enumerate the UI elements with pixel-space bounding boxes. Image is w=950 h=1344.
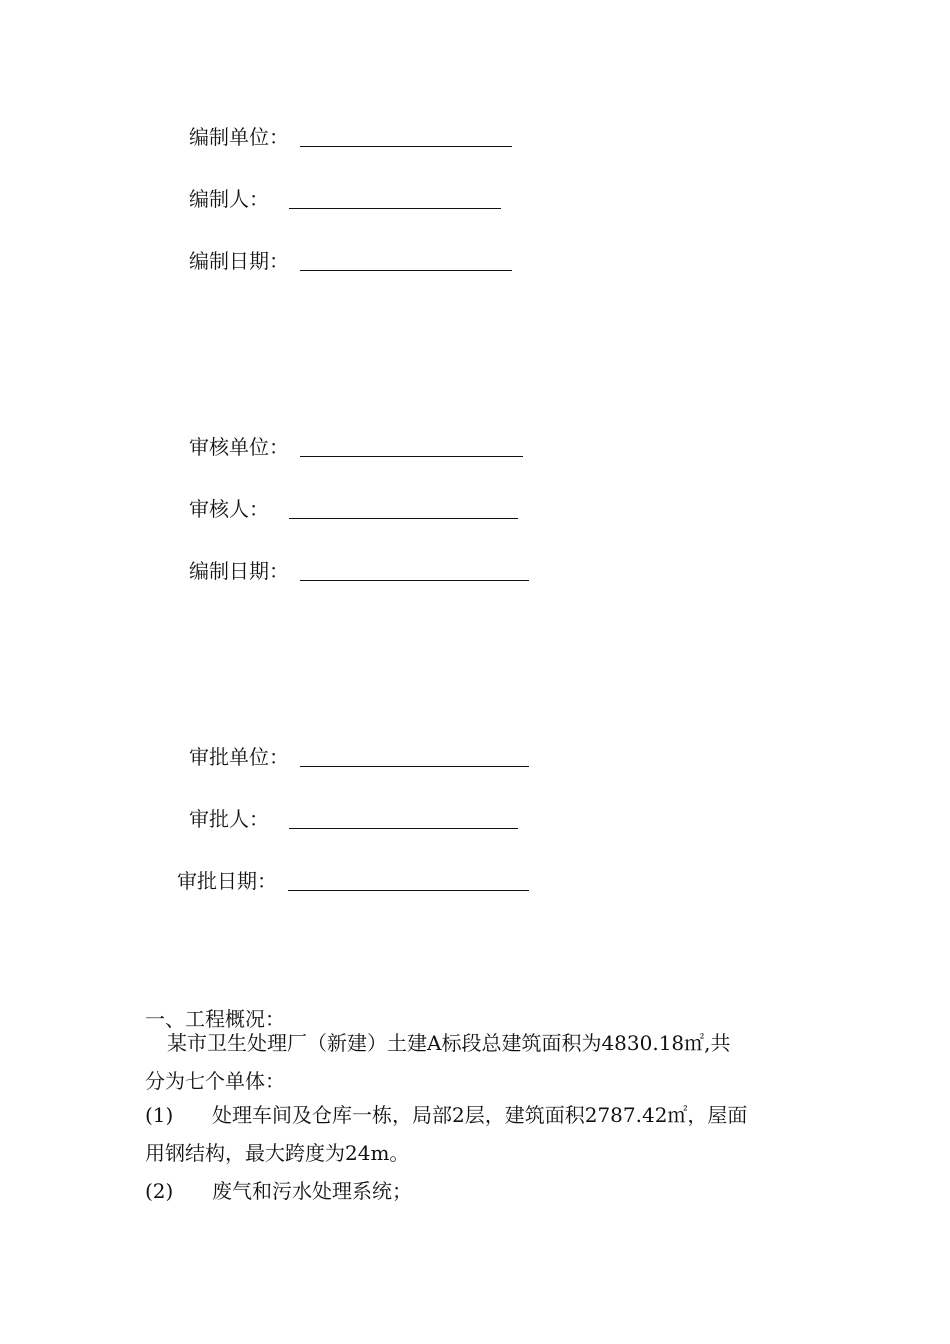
item-2-number: (2) (145, 1179, 174, 1203)
approve-person-label: 审批人： (189, 807, 269, 831)
review-date-label: 编制日期： (189, 559, 289, 583)
compile-date-blank[interactable] (300, 270, 512, 271)
review-unit-row (189, 432, 539, 462)
compile-person-row (189, 184, 529, 214)
review-person-row (189, 494, 539, 524)
overview-para-line2: 分为七个单体： (145, 1069, 285, 1093)
approve-unit-label: 审批单位： (189, 745, 289, 769)
review-date-row (189, 556, 539, 586)
approve-date-row (177, 866, 537, 896)
item-1-line2: 用钢结构，最大跨度为24m。 (145, 1141, 410, 1165)
approve-person-blank[interactable] (289, 828, 518, 829)
overview-heading: 一、工程概况： (145, 1007, 285, 1031)
compile-unit-blank[interactable] (300, 146, 512, 147)
compile-unit-row (189, 122, 529, 152)
approve-unit-row (189, 742, 539, 772)
review-date-blank[interactable] (300, 580, 529, 581)
compile-person-blank[interactable] (289, 208, 501, 209)
approve-date-blank[interactable] (288, 890, 529, 891)
approve-unit-blank[interactable] (300, 766, 529, 767)
review-unit-label: 审核单位： (189, 435, 289, 459)
approve-date-label: 审批日期： (177, 869, 277, 893)
review-person-label: 审核人： (189, 497, 269, 521)
item-1-line1: 处理车间及仓库一栋，局部2层，建筑面积2787.42㎡，屋面 (212, 1103, 748, 1127)
compile-unit-label: 编制单位： (189, 125, 289, 149)
compile-date-label: 编制日期： (189, 249, 289, 273)
review-unit-blank[interactable] (300, 456, 523, 457)
item-1-number: (1) (145, 1103, 174, 1127)
review-person-blank[interactable] (289, 518, 518, 519)
compile-person-label: 编制人： (189, 187, 269, 211)
item-2-line1: 废气和污水处理系统； (212, 1179, 412, 1203)
compile-date-row (189, 246, 529, 276)
overview-para-line1: 某市卫生处理厂（新建）土建A标段总建筑面积为4830.18㎡,共 (167, 1031, 731, 1055)
approve-person-row (189, 804, 539, 834)
